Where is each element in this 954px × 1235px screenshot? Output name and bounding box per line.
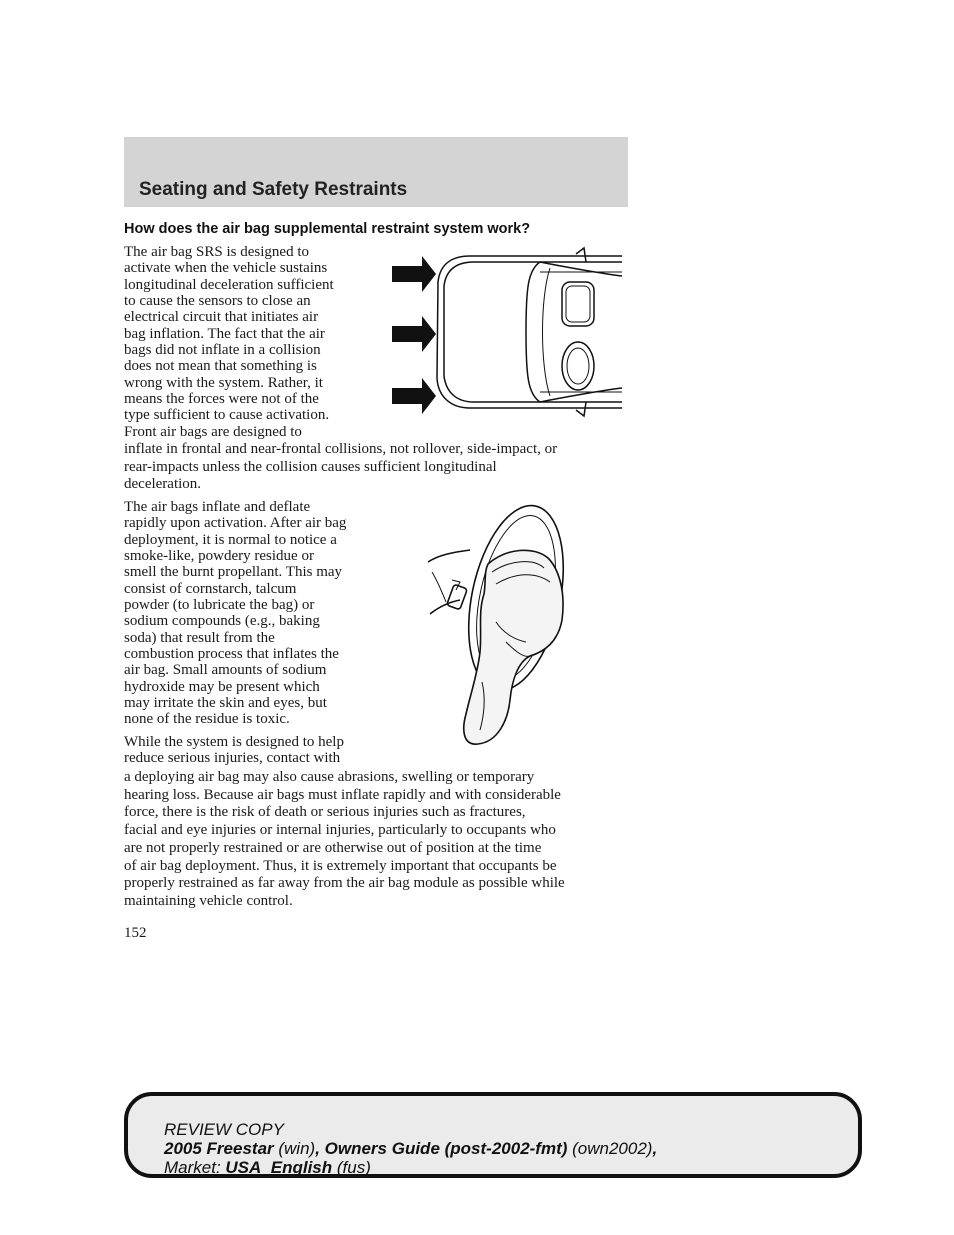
review-copy-guide-line bbox=[164, 1139, 657, 1158]
paragraph-1 bbox=[124, 244, 334, 440]
section-title: Seating and Safety Restraints bbox=[139, 179, 408, 200]
text-line: wrong with the system. Rather, it bbox=[124, 374, 323, 391]
text-line: smell the burnt propellant. This may bbox=[124, 564, 343, 581]
text-line: hearing loss. Because air bags must inflate rapidly and with considerable bbox=[124, 786, 561, 803]
market-label: Market: bbox=[164, 1158, 226, 1177]
text-line: reduce serious injuries, contact with bbox=[124, 750, 341, 767]
text-line: powder (to lubricate the bag) or bbox=[124, 597, 315, 614]
text-line: deceleration. bbox=[124, 476, 202, 493]
text-line: are not properly restrained or are otherwise out of position at the time bbox=[124, 839, 542, 856]
vehicle-impact-illustration bbox=[390, 248, 624, 420]
section-header-band bbox=[124, 137, 628, 207]
review-copy-text bbox=[164, 1120, 657, 1177]
text-line: hydroxide may be present which bbox=[124, 678, 320, 695]
guide-name: , Owners Guide (post-2002-fmt) bbox=[315, 1139, 568, 1158]
page-number: 152 bbox=[124, 925, 147, 941]
text-line: Front air bags are designed to bbox=[124, 423, 302, 440]
text-line: rapidly upon activation. After air bag bbox=[124, 515, 347, 532]
text-line: bags did not inflate in a collision bbox=[124, 342, 321, 359]
vehicle-top-view-icon bbox=[437, 248, 622, 416]
impact-arrow-icon bbox=[392, 316, 436, 352]
text-line: rear-impacts unless the collision causes sufficient longitudinal bbox=[124, 458, 497, 475]
text-line: none of the residue is toxic. bbox=[124, 711, 290, 728]
impact-arrow-icon bbox=[392, 378, 436, 414]
text-line: longitudinal deceleration sufficient bbox=[124, 276, 334, 293]
text-line: does not mean that something is bbox=[124, 358, 317, 375]
text-line: to cause the sensors to close an bbox=[124, 293, 311, 310]
question-heading: How does the air bag supplemental restraint system work? bbox=[124, 221, 531, 237]
text-line: may irritate the skin and eyes, but bbox=[124, 695, 327, 712]
text-line: maintaining vehicle control. bbox=[124, 892, 293, 909]
text-line: The air bags inflate and deflate bbox=[124, 499, 311, 515]
paragraph-2 bbox=[124, 499, 346, 728]
market-code: (fus) bbox=[332, 1158, 371, 1177]
text-line: sodium compounds (e.g., baking bbox=[124, 613, 320, 630]
text-line: bag inflation. The fact that the air bbox=[124, 325, 325, 342]
text-line: properly restrained as far away from the air bag module as possible while bbox=[124, 875, 565, 892]
text-line: The air bag SRS is designed to bbox=[124, 244, 309, 260]
airbag-icon bbox=[464, 550, 563, 744]
model-name: 2005 Freestar bbox=[164, 1139, 274, 1158]
deployed-airbag-illustration bbox=[426, 502, 570, 746]
text-line: combustion process that inflates the bbox=[124, 646, 339, 663]
model-code: (win) bbox=[273, 1139, 316, 1158]
paragraph-3-continued bbox=[124, 769, 565, 911]
text-line: air bag. Small amounts of sodium bbox=[124, 662, 327, 679]
text-line: consist of cornstarch, talcum bbox=[124, 580, 297, 597]
text-line: smoke-like, powdery residue or bbox=[124, 548, 314, 565]
guide-code: (own2002) bbox=[567, 1139, 653, 1158]
impact-arrow-icon bbox=[392, 256, 436, 292]
text-line: activate when the vehicle sustains bbox=[124, 260, 328, 277]
text-line: electrical circuit that initiates air bbox=[124, 309, 319, 326]
text-line: facial and eye injuries or internal injuries, particularly to occupants who bbox=[124, 822, 556, 839]
paragraph-1-continued bbox=[124, 441, 557, 494]
text-line: a deploying air bag may also cause abrasions, swelling or temporary bbox=[124, 769, 535, 785]
review-copy-box bbox=[124, 1092, 862, 1178]
text-line: While the system is designed to help bbox=[124, 734, 344, 750]
text-line: means the forces were not of the bbox=[124, 391, 319, 408]
text-line: type sufficient to cause activation. bbox=[124, 407, 330, 424]
paragraph-3 bbox=[124, 734, 344, 767]
text-line: force, there is the risk of death or serious injuries such as fractures, bbox=[124, 804, 526, 821]
review-copy-market-line bbox=[164, 1158, 657, 1177]
text-line: soda) that result from the bbox=[124, 629, 275, 646]
market-name: USA_English bbox=[225, 1158, 333, 1177]
text-line: of air bag deployment. Thus, it is extremely important that occupants be bbox=[124, 857, 557, 874]
text-line: deployment, it is normal to notice a bbox=[124, 531, 337, 548]
text-line: inflate in frontal and near-frontal collisions, not rollover, side-impact, or bbox=[124, 441, 558, 457]
review-copy-label: REVIEW COPY bbox=[164, 1120, 284, 1139]
separator-comma: , bbox=[652, 1139, 658, 1158]
